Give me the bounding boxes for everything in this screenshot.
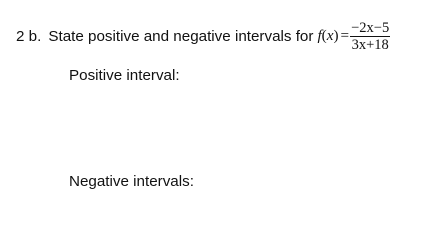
positive-interval-label: Positive interval: [69, 67, 180, 84]
function-expression [317, 21, 390, 52]
question-line [16, 18, 390, 54]
function-fraction [350, 21, 390, 52]
fraction-numerator: −2x−5 [351, 19, 390, 36]
fraction-denominator: 3x+18 [351, 36, 389, 53]
question-number: 2 b. [16, 27, 42, 45]
function-name: f [317, 27, 322, 44]
function-open-paren: ( [321, 27, 327, 44]
function-variable: x [326, 27, 334, 44]
negative-intervals-label: Negative intervals: [69, 173, 194, 190]
equals-sign: = [340, 27, 350, 44]
question-prompt: State positive and negative intervals for [48, 27, 314, 45]
function-close-paren: ) [333, 27, 339, 44]
